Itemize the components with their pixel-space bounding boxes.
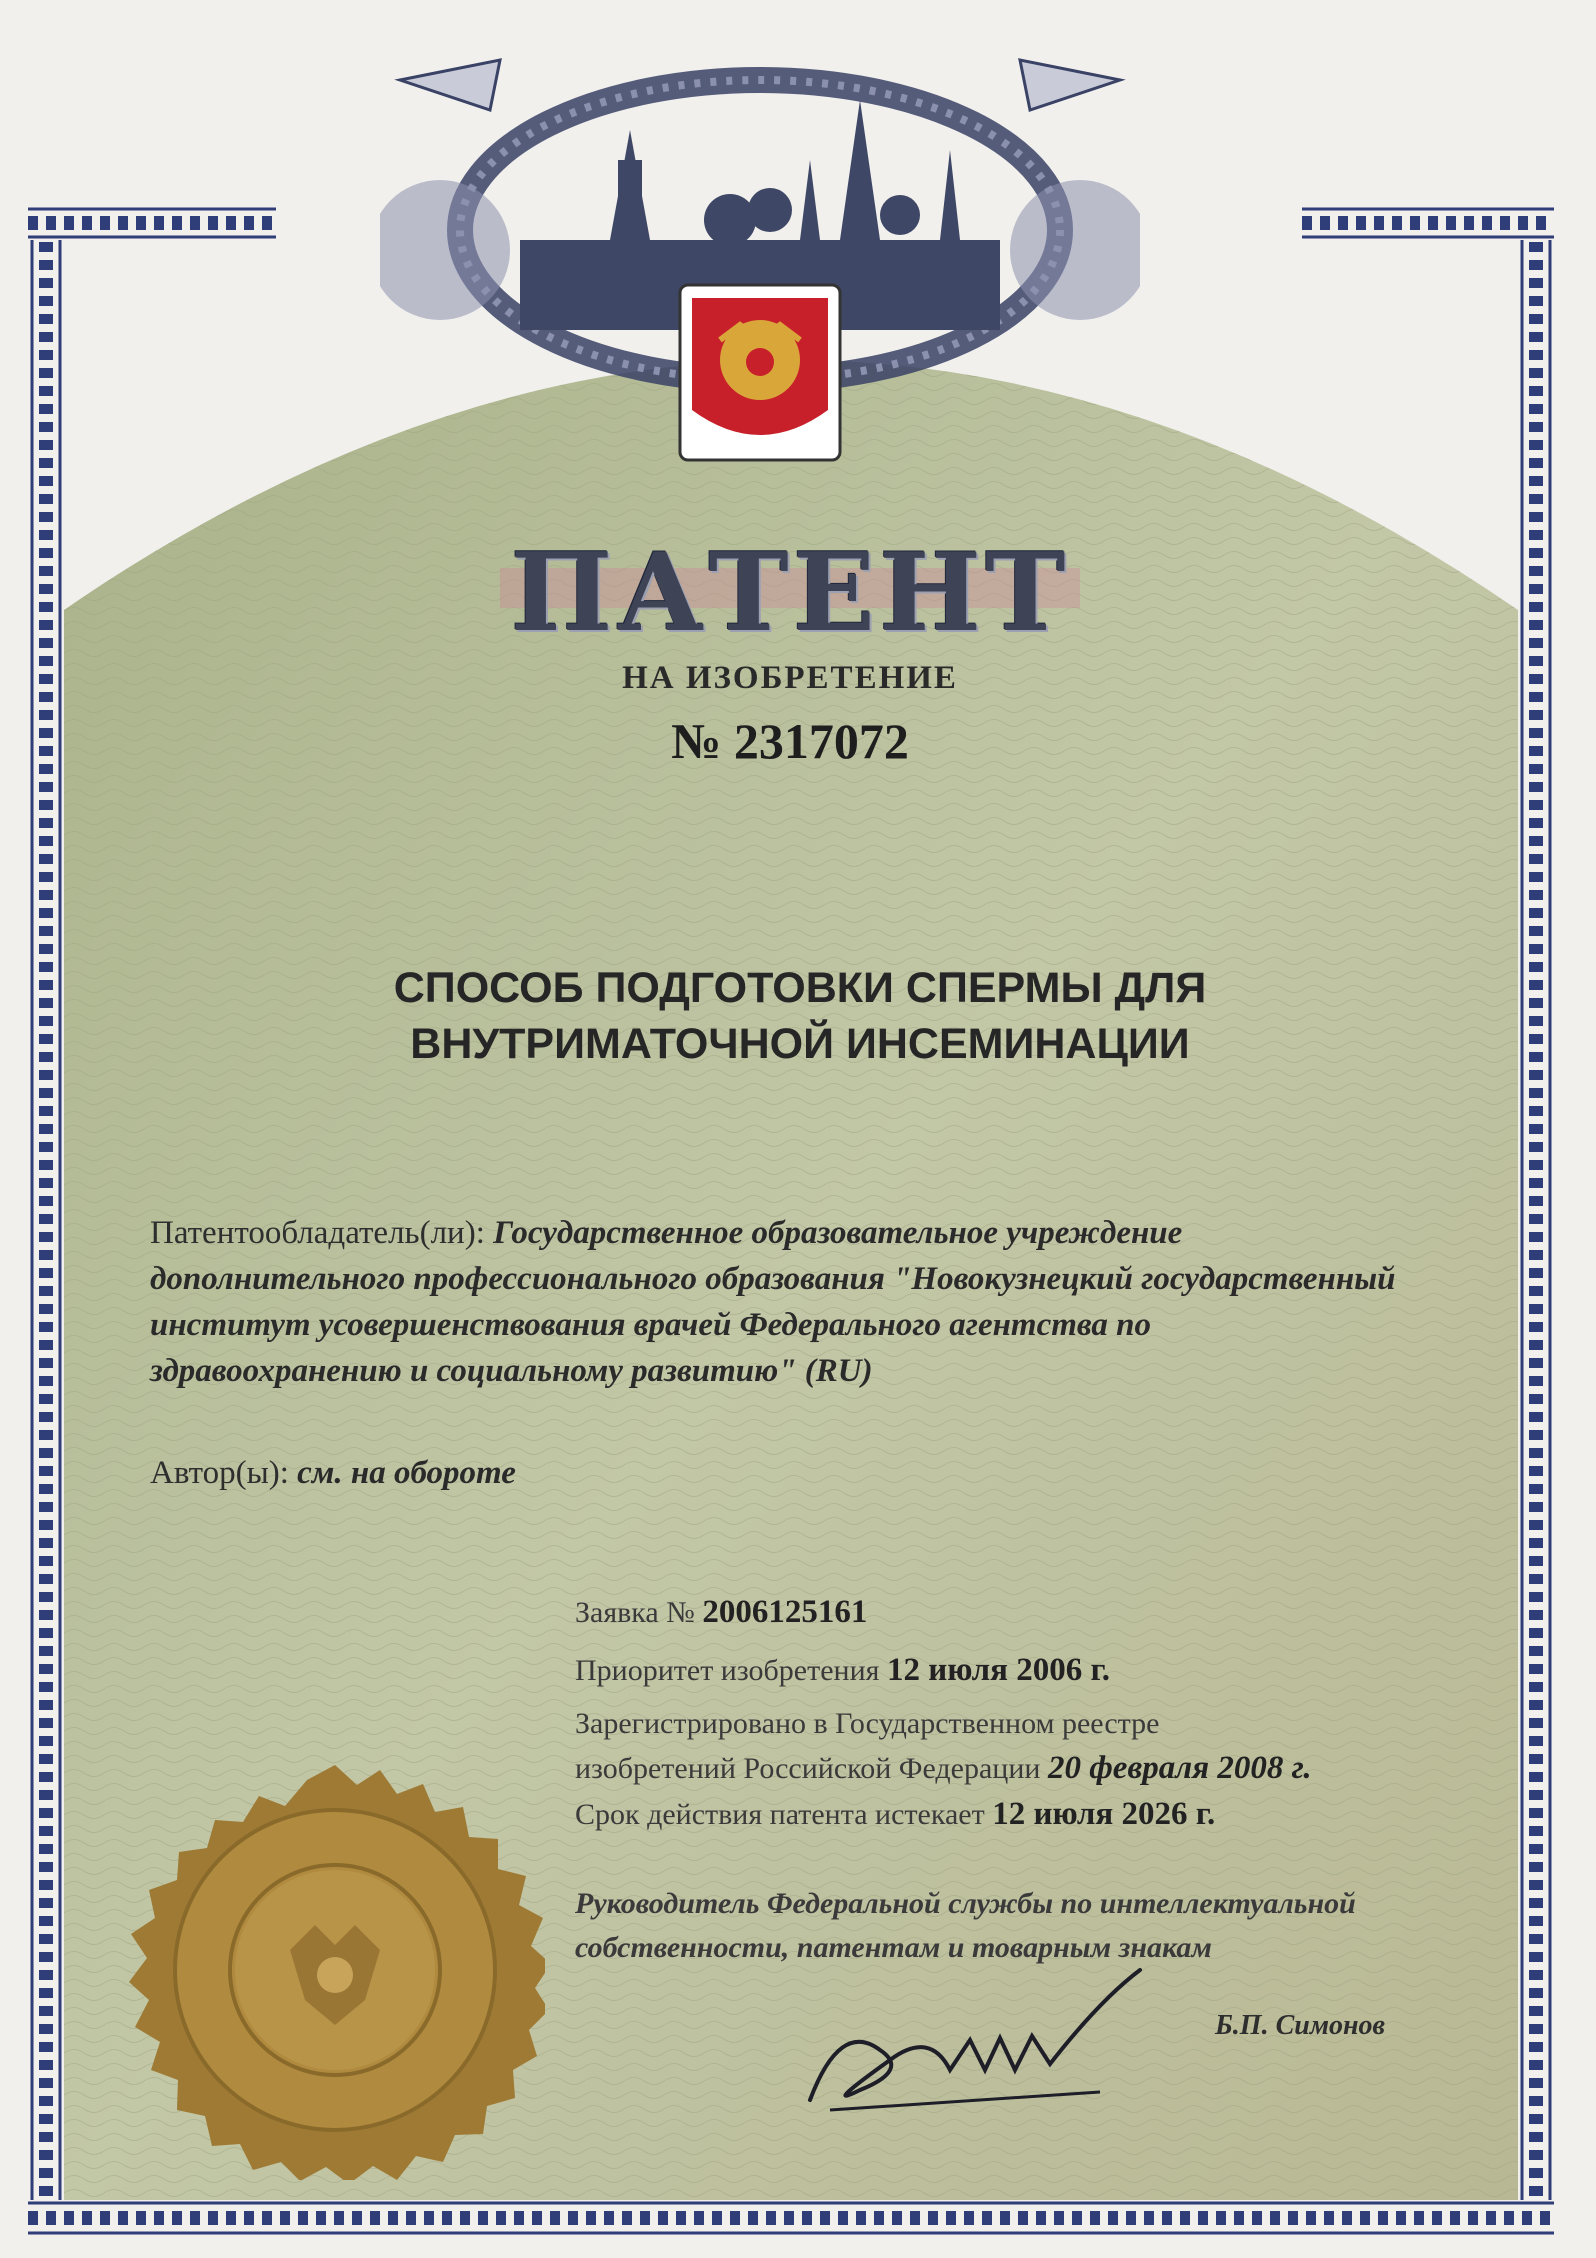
bottom-border-ornament (28, 2200, 1554, 2236)
authors-label: Автор(ы): (150, 1455, 289, 1491)
signatory-position-line2: собственности, патентам и товарным знакам (575, 1931, 1212, 1964)
holder-value: Государственное образовательное учреждение дополнительного профессионального образования "Новокузнецкий государственный институт усовершенствования врачей Федерального агентства по здравоохранению и социальному развитию" (RU) (150, 1215, 1396, 1389)
priority-line (575, 1648, 1515, 1693)
patent-number: № 2317072 (671, 713, 909, 769)
signatory-position (575, 1882, 1535, 1970)
top-right-border-ornament (1302, 206, 1554, 240)
holder-label: Патентообладатель(ли): (150, 1215, 485, 1251)
expiry-line (575, 1792, 1515, 1837)
authors-value: см. на обороте (297, 1455, 516, 1491)
signatory-position-line1: Руководитель Федеральной службы по интеллектуальной (575, 1887, 1356, 1920)
priority-date: 12 июля 2006 г. (886, 1652, 1110, 1688)
application-line (575, 1590, 1515, 1635)
invention-title-line2: ВНУТРИМАТОЧНОЙ ИНСЕМИНАЦИИ (410, 1020, 1190, 1068)
left-border-ornament (28, 206, 64, 2236)
kremlin-wreath-emblem-icon (380, 40, 1140, 520)
registered-line (575, 1702, 1515, 1791)
handwritten-signature-icon (800, 1960, 1160, 2120)
russian-coat-of-arms-icon (680, 285, 840, 460)
patent-title-block (400, 530, 1180, 656)
expiry-date: 12 июля 2026 г. (992, 1796, 1216, 1832)
expiry-label: Срок действия патента истекает (575, 1798, 985, 1831)
invention-title-line1: СПОСОБ ПОДГОТОВКИ СПЕРМЫ ДЛЯ (393, 964, 1207, 1012)
registered-label-line1: Зарегистрировано в Государственном реестре (575, 1707, 1160, 1740)
patent-type: НА ИЗОБРЕТЕНИЕ (622, 660, 958, 696)
priority-label: Приоритет изобретения (575, 1654, 880, 1687)
application-label: Заявка № (575, 1596, 695, 1629)
authors (150, 1450, 1410, 1496)
signatory-name: Б.П. Симонов (1215, 2010, 1386, 2041)
page-title: ПАТЕНТ (510, 530, 1070, 656)
patent-holder (150, 1210, 1410, 1394)
top-left-border-ornament (28, 206, 276, 240)
gold-seal-icon (125, 1760, 545, 2180)
application-number: 2006125161 (702, 1594, 868, 1630)
registered-label-line2: изобретений Российской Федерации (575, 1752, 1041, 1785)
invention-title (150, 960, 1450, 1072)
registered-date: 20 февраля 2008 г. (1047, 1750, 1312, 1786)
